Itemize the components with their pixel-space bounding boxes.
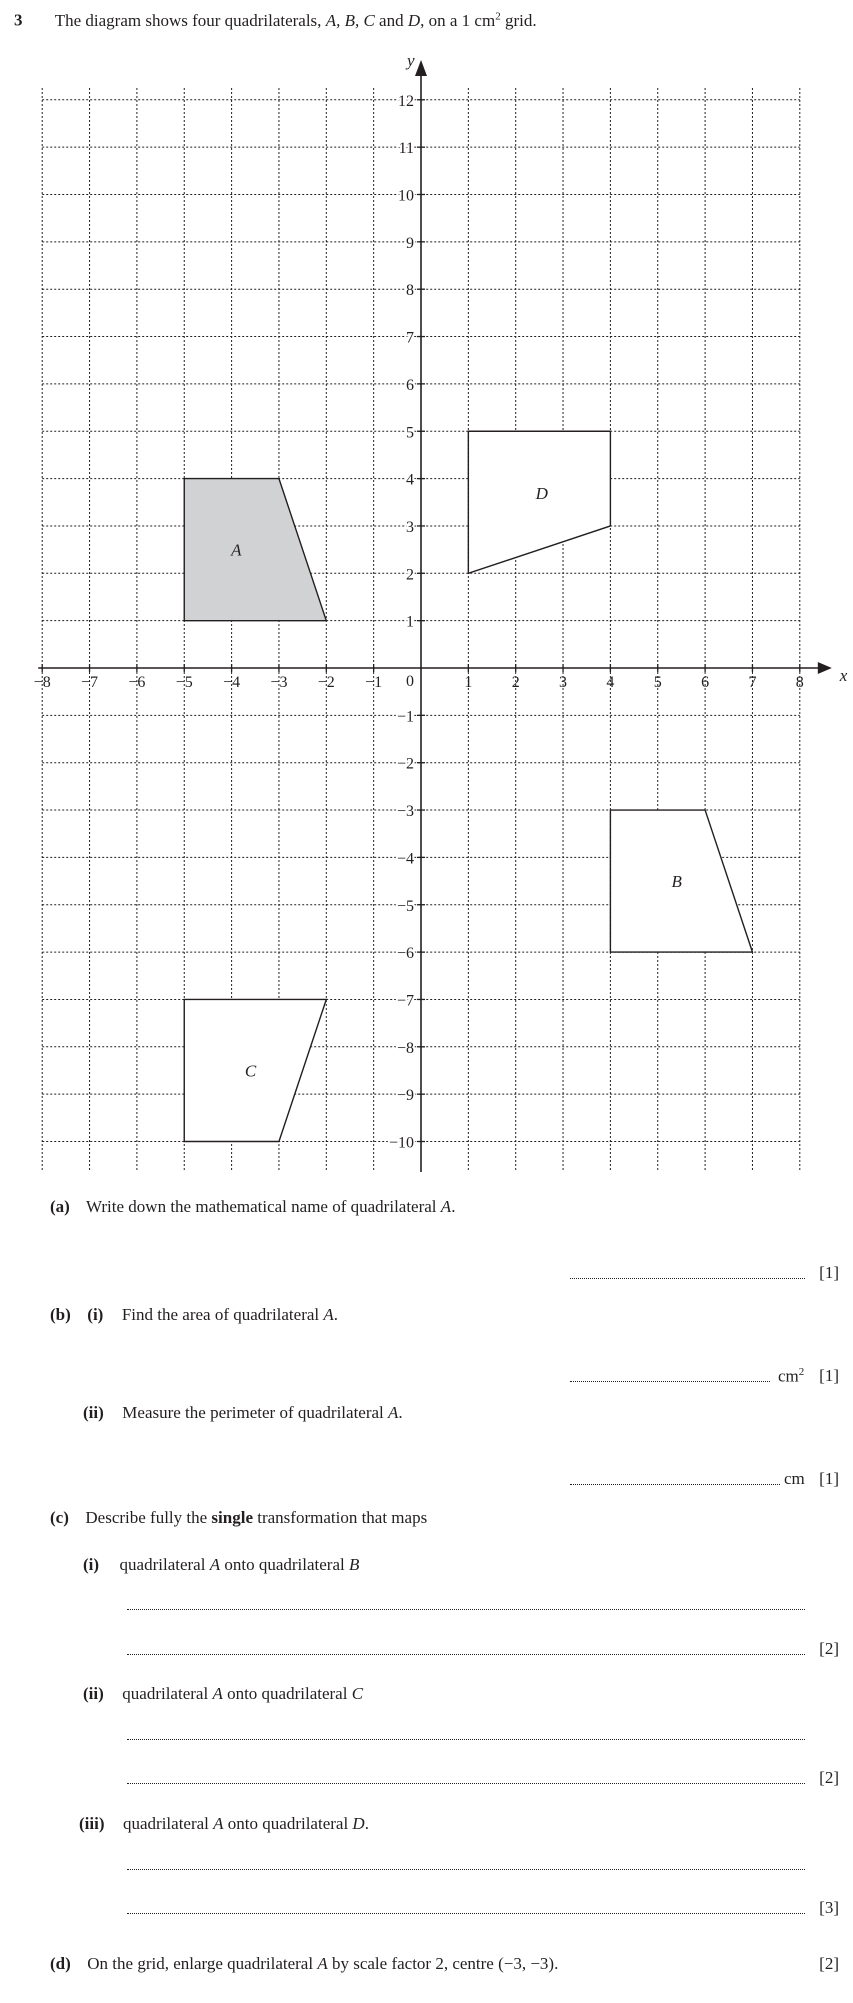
answer-line-c-ii-2[interactable] — [127, 1783, 805, 1784]
y-tick-label: 7 — [406, 329, 414, 347]
x-tick-label: −7 — [81, 674, 99, 691]
x-axis-arrow — [818, 662, 832, 674]
answer-line-c-i-1[interactable] — [127, 1609, 805, 1610]
part-b-ii-label: (ii) — [83, 1403, 104, 1422]
y-tick-label: −1 — [396, 708, 414, 726]
question-number: 3 — [14, 10, 23, 30]
part-b-i-question: (b) (i) Find the area of quadrilateral A. — [50, 1305, 339, 1324]
y-tick-label: 5 — [406, 424, 414, 442]
part-c-iii-label: (iii) — [79, 1814, 105, 1833]
x-tick-label: 1 — [464, 674, 473, 691]
y-tick-label: 9 — [406, 234, 414, 252]
y-tick-label: −9 — [396, 1087, 414, 1105]
answer-line-b-ii[interactable] — [570, 1484, 780, 1485]
x-axis-label: x — [839, 666, 848, 685]
part-c-question: (c) Describe fully the single transformation that maps — [50, 1508, 428, 1527]
answer-line-c-ii-1[interactable] — [127, 1739, 805, 1740]
mark-c-i: [2] — [819, 1639, 839, 1658]
y-tick-label: 2 — [406, 566, 414, 584]
mark-b-i: [1] — [819, 1366, 839, 1385]
part-d-question: (d) On the grid, enlarge quadrilateral A by scale factor 2, centre (−3, −3). — [50, 1954, 559, 1973]
y-tick-label: 6 — [406, 376, 414, 394]
quadrilateral-a — [184, 479, 326, 621]
part-a-question: (a) Write down the mathematical name of quadrilateral A. — [50, 1197, 456, 1216]
mark-c-ii: [2] — [819, 1768, 839, 1787]
part-c-ii-question: (ii) quadrilateral A onto quadrilateral C — [83, 1684, 364, 1703]
unit-cm: cm — [784, 1469, 805, 1488]
y-tick-label: 11 — [398, 140, 414, 158]
x-tick-label: 2 — [511, 674, 520, 691]
unit-cm2: $cm^2$ — [778, 1366, 805, 1386]
part-a-label: (a) — [50, 1197, 70, 1216]
mark-b-ii: [1] — [819, 1469, 839, 1488]
y-tick-label: 4 — [406, 471, 414, 489]
x-tick-label: −8 — [33, 674, 51, 691]
mark-c-iii: [3] — [819, 1898, 839, 1917]
answer-line-b-i[interactable] — [570, 1381, 770, 1382]
part-c-ii-label: (ii) — [83, 1684, 104, 1703]
part-b-label: (b) — [50, 1305, 71, 1324]
y-tick-label: 8 — [406, 282, 414, 300]
part-c-iii-question: (iii) quadrilateral A onto quadrilateral D. — [79, 1814, 369, 1833]
part-b-i-label: (i) — [87, 1305, 104, 1324]
x-tick-label: −5 — [175, 674, 193, 691]
mark-d: [2] — [819, 1954, 839, 1973]
intro-text: The diagram shows four quadrilaterals, A, B, C and D, on a 1 $cm^2$ grid. — [54, 10, 537, 30]
x-tick-label: 7 — [748, 674, 757, 691]
y-axis-arrow — [415, 60, 427, 76]
y-tick-label: −4 — [396, 850, 414, 868]
mark-a: [1] — [819, 1263, 839, 1282]
y-tick-label: 10 — [398, 187, 414, 205]
y-tick-label: −7 — [396, 992, 414, 1010]
y-tick-label: −10 — [388, 1134, 414, 1152]
y-tick-label: 3 — [406, 518, 414, 536]
x-tick-label: −1 — [365, 674, 383, 691]
x-tick-label: 5 — [653, 674, 662, 691]
x-tick-label: −2 — [317, 674, 335, 691]
part-d-label: (d) — [50, 1954, 71, 1973]
part-c-i-label: (i) — [83, 1555, 100, 1574]
y-axis-label: y — [407, 51, 415, 70]
label-c: C — [244, 1061, 257, 1081]
origin-label: 0 — [406, 673, 414, 690]
answer-line-c-iii-2[interactable] — [127, 1913, 805, 1914]
x-tick-label: 6 — [701, 674, 710, 691]
y-tick-label: −6 — [396, 945, 414, 963]
x-tick-label: 8 — [795, 674, 804, 691]
x-tick-label: −6 — [128, 674, 146, 691]
x-tick-label: 3 — [559, 674, 568, 691]
label-b: B — [671, 872, 682, 892]
y-tick-label: 12 — [398, 92, 414, 110]
answer-line-c-iii-1[interactable] — [127, 1869, 805, 1870]
y-tick-label: −8 — [396, 1039, 414, 1057]
y-tick-label: −2 — [396, 755, 414, 773]
answer-line-a[interactable] — [570, 1278, 805, 1279]
y-tick-label: −5 — [396, 897, 414, 915]
label-d: D — [535, 483, 548, 503]
label-a: A — [231, 540, 242, 560]
x-tick-label: −3 — [270, 674, 288, 691]
x-tick-label: 4 — [606, 674, 615, 691]
part-c-label: (c) — [50, 1508, 69, 1527]
y-tick-label: 1 — [406, 613, 414, 631]
part-c-i-question: (i) quadrilateral A onto quadrilateral B — [83, 1555, 360, 1574]
answer-line-c-i-2[interactable] — [127, 1654, 805, 1655]
y-tick-label: −3 — [396, 803, 414, 821]
part-b-ii-question: (ii) Measure the perimeter of quadrilateral A. — [83, 1403, 403, 1422]
x-tick-label: −4 — [223, 674, 241, 691]
